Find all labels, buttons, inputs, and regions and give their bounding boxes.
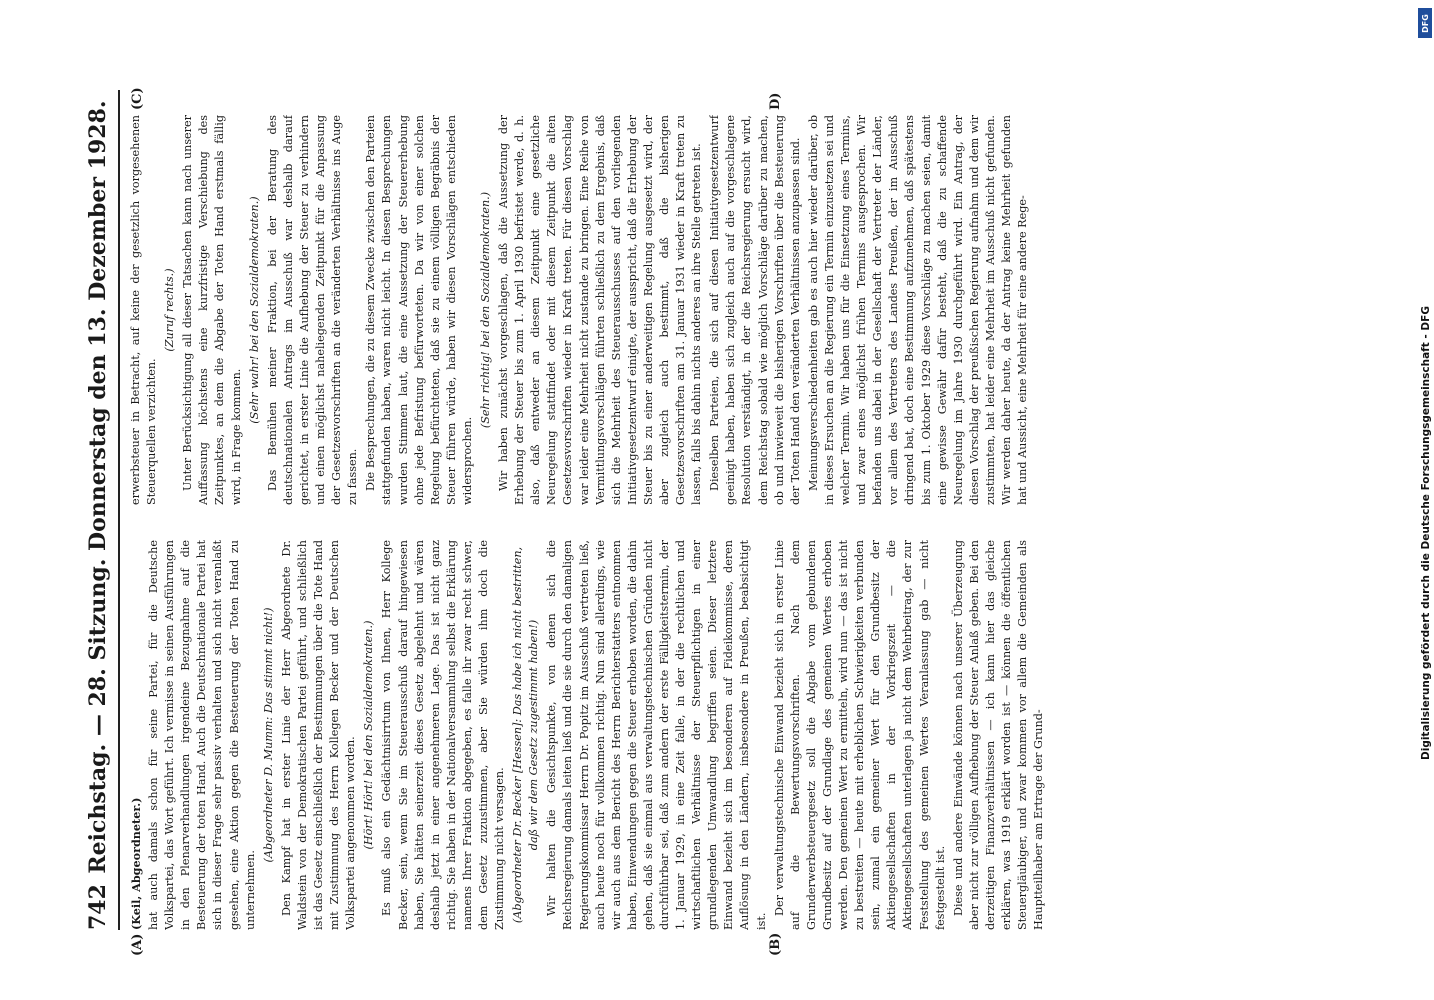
paragraph: Unter Berücksichtigung all dieser Tatsachen kann nach unserer Auffassung höchstens eine kurzfristige Verschiebung des Zeitpunktes, an dem die Abgabe der Toten Hand erstmals fällig wird, in Frage kommen. xyxy=(181,115,243,505)
paragraph: erwerbsteuer in Betracht, auf keine der gesetzlich vorgesehenen Steuerquellen verzichten. xyxy=(129,115,159,505)
paragraph: Diese und andere Einwände können nach unserer Überzeugung aber nicht zur völligen Aufhebung der Steuer Anlaß geben. Bei den derzeitigen Finanzverhältnissen — ich kann hier das gleiche erklären, was 1919 erklärt worden ist — können die öffentlichen Steuergläubiger, und zwar kommen vor allem die Gemeinden als Hauptteilhaber am Ertrage der Grund- xyxy=(951,540,1046,930)
page-number: 742 xyxy=(85,884,111,930)
interjection: (Abgeordneter Dr. Becker [Hessen]: Das habe ich nicht bestritten, daß wir dem Gesetz zugestimmt haben!) xyxy=(511,546,541,924)
paragraph: Der verwaltungstechnische Einwand bezieht sich in erster Linie auf die Bewertungsvorschriften. Nach dem Grunderwerbsteuergesetz soll die Abgabe vom gebundenen Grundbesitz auf der Grundlage des gemeinen Wertes erhoben werden. Den gemeinen Wert zu ermitteln, wird nun — das ist nicht zu bestreiten — heute mit erheblichen Schwierigkeiten verbunden sein, zumal ein gemeiner Wert für den Grundbesitz der Aktiengesellschaften in der Vorkriegszeit — die Aktiengesellschaften unterlagen ja nicht dem Wehrbeitrag, der zur Feststellung des gemeinen Wertes Veranlassung gab — nicht festgestellt ist. xyxy=(772,540,947,930)
right-column xyxy=(128,115,1428,505)
margin-mark-d: D) xyxy=(768,92,783,110)
speaker-label: (Keil, Abgeordneter.) xyxy=(129,797,143,930)
paragraph: Den Kampf hat in erster Linie der Herr Abgeordnete Dr. Waldstein von der Demokratischen Partei geführt, und schließlich ist das Gesetz einschließlich der Bestimmungen über die Tote Hand mit Zustimmung des Herrn Kollegen Becker und der Deutschen Volkspartei angenommen worden. xyxy=(279,540,358,930)
paragraph: Meinungsverschiedenheiten gab es auch hier wieder darüber, ob in dieses Ersuchen an die Regierung ein Termin einzusetzen sei und welcher Termin. Wir haben uns für die Einsetzung eines Termins, und zwar eines möglichst frühen Termins ausgesprochen. Wir befanden uns dabei in der Gesellschaft der Vertreter der Länder, vor allem des Vertreters des Landes Preußen, der im Ausschuß dringend bat, doch eine Bestimmung aufzunehmen, daß spätestens bis zum 1. Oktober 1929 diese Vorschläge zu machen seien, damit eine gewisse Gewähr dafür besteht, daß die zu schaffende Neuregelung im Jahre 1930 durchgeführt wird. Ein Antrag, der diesen Vorschlag der preußischen Regierung aufnahm und dem wir zustimmten, hat leider eine Mehrheit im Ausschuß nicht gefunden. Wir werden daher heute, da der Antrag keine Mehrheit gefunden hat und Aussicht, eine Mehrheit für eine andere Rege- xyxy=(806,115,1030,505)
paragraph: Es muß also ein Gedächtnisirrtum von Ihnen, Herr Kollege Becker, sein, wenn Sie im Steuerausschuß darauf hingewiesen haben, Sie hätten seinerzeit dieses Gesetz abgelehnt und wären deshalb jetzt in einer angenehmeren Lage. Das ist nicht ganz richtig. Sie haben in der Nationalversammlung selbst die Erklärung namens Ihrer Fraktion abgegeben, es falle ihr zwar recht schwer, dem Gesetz zuzustimmen, aber Sie würden ihm doch die Zustimmung nicht versagen. xyxy=(380,540,507,930)
paragraph: Das Bemühen meiner Fraktion, bei der Beratung des deutschnationalen Antrags im Ausschuß war deshalb darauf gerichtet, in erster Linie die Aufhebung der Steuer zu verhindern und einen möglichst naheliegenden Zeitpunkt für die Anpassung der Gesetzesvorschriften an die veränderten Verhältnisse ins Auge zu fassen. xyxy=(265,115,360,505)
paragraph: Wir haben zunächst vorgeschlagen, daß die Aussetzung der Erhebung der Steuer bis zum 1. April 1930 befristet werde, d. h. also, daß entweder an diesem Zeitpunkt eine gesetzliche Neuregelung stattfindet oder mit diesem Zeitpunkt die alten Gesetzesvorschriften wieder in Kraft treten. Für diesen Vorschlag war leider eine Mehrheit nicht zustande zu bringen. Eine Reihe von Vermittlungsvorschlägen führten schließlich zu dem Ergebnis, daß sich die Mehrheit des Steuerausschusses auf den vorliegenden Initiativgesetzentwurf einigte, der ausspricht, daß die Erhebung der Steuer bis zu einer anderweitigen Regelung ausgesetzt wird, der aber zugleich auch bestimmt, daß die bisherigen Gesetzesvorschriften am 31. Januar 1931 wieder in Kraft treten zu lassen, falls bis dahin nichts anderes an ihre Stelle getreten ist. xyxy=(497,115,704,505)
paragraph: Wir halten die Gesichtspunkte, von denen sich die Reichsregierung damals leiten ließ und die sie durch den damaligen Regierungskommissar Herrn Dr. Popitz im Ausschuß vertreten ließ, auch heute noch für vollkommen richtig. Nun sind allerdings, wie wir auch aus dem Bericht des Herrn Berichterstatters entnommen haben, Einwendungen gegen die Steuer erhoben worden, die dahin gehen, daß sie einmal aus verwaltungstechnischen Gründen nicht durchführbar sei, daß zum andern der erste Fälligkeitstermin, der 1. Januar 1929, in eine Zeit falle, in der die rechtlichen und wirtschaftlichen Verhältnisse der Steuerpflichtigen in einer grundlegenden Umwandlung begriffen seien. Dieser letztere Einwand bezieht sich im besonderen auf Fideikommisse, deren Auflösung in den Ländern, insbesondere in Preußen, beabsichtigt ist. xyxy=(545,540,768,930)
left-column xyxy=(128,540,1428,930)
interjection: (Sehr wahr! bei den Sozialdemokraten.) xyxy=(247,196,261,424)
text-columns xyxy=(128,87,1428,956)
margin-mark-c: (C) xyxy=(130,87,145,110)
dfg-logo: DFG xyxy=(1418,8,1432,38)
document-page xyxy=(78,87,1434,956)
margin-mark-a: (A) xyxy=(130,933,145,956)
interjection: (Abgeordneter D. Mumm: Das stimmt nicht!) xyxy=(261,607,275,863)
interjection: (Hört! Hört! bei den Sozialdemokraten.) xyxy=(362,620,376,850)
margin-mark-b: (B) xyxy=(768,932,783,956)
paragraph: hat auch damals schon für seine Partei, für die Deutsche Volkspartei, das Wort geführt. Ich vermisse in seinen Ausführungen in den Plenarverhandlungen irgendeine Bezugnahme auf die Besteuerung der toten Hand. Auch die Deutschnationale Partei hat sich in dieser Frage sehr passiv verhalten und sich nicht veranlaßt gesehen, eine Aktion gegen die Besteuerung der Toten Hand zu unternehmen. xyxy=(147,540,257,930)
paragraph: Dieselben Parteien, die sich auf diesen Initiativgesetzentwurf geeinigt haben, haben sich zugleich auch auf die vorgeschlagene Resolution verständigt, in der die Reichsregierung ersucht wird, dem Reichstag sobald wie möglich Vorschläge darüber zu machen, ob und inwieweit die bisherigen Vorschriften über die Besteuerung der Toten Hand den veränderten Verhältnissen anzupassen sind. xyxy=(708,115,802,505)
header-title: Reichstag. — 28. Sitzung. Donnerstag den 13. Dezember 1928. xyxy=(85,100,111,874)
interjection: (Zuruf rechts.) xyxy=(163,268,177,352)
running-head xyxy=(78,90,120,930)
rotated-page xyxy=(78,87,1434,956)
digitization-credit: Digitalisierung gefördert durch die Deutsche Forschungsgemeinschaft - DFG xyxy=(1420,306,1432,760)
paragraph: Die Besprechungen, die zu diesem Zwecke zwischen den Parteien stattgefunden haben, waren nicht leicht. In diesen Besprechungen wurden Stimmen laut, die eine Aussetzung der Steuererhebung ohne jede Befristung befürworteten. Da wir von einer solchen Regelung befürchteten, daß sie zu einem völligen Begräbnis der Steuer führen würde, haben wir diesen Vorschlägen entschieden widersprochen. xyxy=(364,115,474,505)
interjection: (Sehr richtig! bei den Sozialdemokraten.) xyxy=(478,191,492,429)
